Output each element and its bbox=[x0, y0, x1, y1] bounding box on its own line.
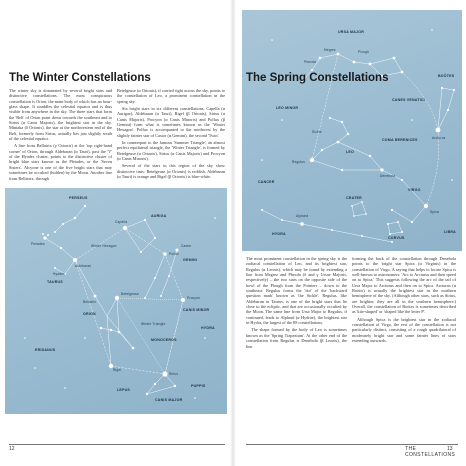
asterism-label: Winter Hexagon bbox=[91, 244, 117, 248]
page-heading: The Winter Constellations bbox=[9, 72, 151, 84]
constellation-label: HYDRA bbox=[201, 326, 215, 330]
constellation-label: LEPUS bbox=[117, 388, 130, 392]
star-label: Castor bbox=[181, 244, 192, 248]
constellation-label: CANIS MAJOR bbox=[155, 398, 183, 402]
star-label: Rigel bbox=[113, 368, 122, 372]
constellation-label: ERIDANUS bbox=[35, 348, 56, 352]
paragraph: Betelgeuse (α Orionis), if carried right across the sky, points to the constellation of Leo, a prominent constellation in the spring sky. bbox=[117, 88, 225, 104]
constellation-label: CANIS MINOR bbox=[183, 308, 210, 312]
text-column bbox=[352, 256, 456, 346]
constellation-lines bbox=[242, 10, 462, 251]
page-number: 12 bbox=[9, 446, 15, 452]
paragraph: The shape formed by the body of Leo is sometimes known as the 'Spring Trapezium'. At the other end of the constellation from Regulus is Denebola (β Leonis), the line bbox=[246, 327, 347, 349]
text-column bbox=[246, 256, 347, 351]
cluster-label: Hyades bbox=[53, 272, 66, 276]
text-column bbox=[9, 88, 112, 183]
star-label: Betelgeuse bbox=[121, 292, 139, 296]
paragraph: In counterpart to the famous 'Summer Triangle', an almost perfect equilateral triangle, the 'Winter Triangle', is formed by Betelgeuse (α Orionis), Sirius (α Canis Majoris) and Procyon (α Canis Minoris). bbox=[117, 140, 225, 162]
paragraph: Although Spica is the brightest star in the zodiacal constellation of Virgo, the rest of the constellation is not particularly distinct, consisting of a rough quadrilateral of moderately bright star and some fainter lines of stars extending outwards. bbox=[352, 316, 456, 344]
star-label: Bellatrix bbox=[83, 300, 97, 304]
constellation-label: HYDRA bbox=[272, 232, 286, 236]
text-column bbox=[117, 88, 225, 182]
paragraph: A line from Bellatrix (γ Orionis) at the 'top right-hand corner' of Orion, through Aldebaran (α Tauri), past the 'V' of the Hyades cluster, points to the distinctive cluster of bright blue stars known as the Pleiades, or the 'Seven Sisters'. Alcyone is one of the five bright stars that may sometimes be occulted (hidden) by the Moon. Another line from Bellatrix, through bbox=[9, 143, 112, 181]
star-label: Pollux bbox=[169, 252, 179, 256]
star-label: Phecda bbox=[304, 60, 317, 64]
star-label: Spica bbox=[430, 210, 439, 214]
right-page bbox=[233, 0, 466, 466]
star-label: Megrez bbox=[324, 48, 336, 52]
constellation-label: PERSEUS bbox=[69, 196, 88, 200]
asterism-label: Winter Triangle bbox=[141, 322, 166, 326]
paragraph: The winter sky is dominated by several bright stars and distinctive constellations. The most conspicuous constellation is Orion, the main body of which has an hour-glass shape. It straddles the celestial equator and is thus visible from anywhere in the sky. The three stars that form the 'Belt' of Orion point down towards the southeast and to Sirius (α Canis Majoris), the brightest star in the sky. Mintaka (δ Orionis), the star at the northwestern end of the Belt, formerly from Sirius, actually lies just slightly south of the celestial equator. bbox=[9, 88, 112, 142]
constellation-label: COMA BERENICES bbox=[382, 138, 418, 142]
asterism-label: Sickle bbox=[312, 130, 322, 134]
running-footer: THE CONSTELLATIONS bbox=[405, 446, 456, 458]
constellation-label: VIRGO bbox=[408, 188, 421, 192]
constellation-label: LEO MINOR bbox=[276, 106, 299, 110]
constellation-label: AURIGA bbox=[151, 214, 167, 218]
cluster-label: Pleiades bbox=[31, 242, 45, 246]
constellation-label: PUPPIS bbox=[191, 384, 206, 388]
star-label: Denebola bbox=[380, 174, 396, 178]
star-label: Regulus bbox=[292, 160, 306, 164]
page-number: 13 bbox=[447, 446, 453, 452]
constellation-label: CORVUS bbox=[388, 236, 405, 240]
constellation-label: MONOCEROS bbox=[151, 338, 177, 342]
star-label: Aldebaran bbox=[75, 264, 92, 268]
page-heading: The Spring Constellations bbox=[246, 72, 389, 84]
paragraph: The most prominent constellation in the spring sky is the zodiacal constellation of Leo, and its brightest star, Regulus (α Leonis), which may be found by extending a line from Megrez and Phecda (δ and γ Ursae Majoris, respectively) – the two stars on the opposite side of the bowl of the Plough from the Pointers – down to the southeast. Regulus forms the 'dot' of the 'backward question mark' known as 'the Sickle'. Regulus, like Aldebaran in Taurus, is one of the bright stars that lie close to the ecliptic, and that are occasionally occulted by the Moon. The same line from Ursa Major to Regulus, if continued, leads to Alphard (α Hydrae), the brightest star in Hydra, the largest of the 88 constellations. bbox=[246, 256, 347, 326]
constellation-label: CRATER bbox=[346, 196, 362, 200]
constellation-label: LIBRA bbox=[444, 230, 456, 234]
constellation-label: CANES VENATICI bbox=[392, 98, 425, 102]
star-label: Alphard bbox=[296, 214, 309, 218]
constellation-label: LEO bbox=[346, 150, 354, 154]
star-label: Procyon bbox=[187, 296, 201, 300]
constellation-label: ORION bbox=[83, 312, 96, 316]
footer-rule bbox=[9, 444, 225, 445]
footer-rule bbox=[246, 444, 458, 445]
winter-star-chart bbox=[5, 188, 227, 414]
constellation-label: BOÖTES bbox=[438, 74, 455, 78]
paragraph: Several of the stars in this region of the sky show distinctive tints: Betelgeuse (α Orionis) is reddish, Aldebaran (α Tauri) is orange and Rigel (β Orionis) is blue-white. bbox=[117, 163, 225, 180]
paragraph: Six bright stars in six different constellations, Capella (α Aurigae), Aldebaran (α Tauri), Rigel (β Orionis), Sirius (α Canis Majoris), Procyon (α Canis Minoris) and Pollux (β Gemini) form what is sometimes known as the 'Winter Hexagon'. Pollux is accompanied to the northwest by the slightly fainter star of Castor (α Gemini), the second 'Twin'. bbox=[117, 106, 225, 138]
star-label: Capella bbox=[115, 220, 128, 224]
star-label: Sirius bbox=[169, 372, 179, 376]
constellation-label: URSA MAJOR bbox=[338, 30, 365, 34]
constellation-label: CANCER bbox=[258, 180, 275, 184]
spring-star-chart bbox=[242, 10, 462, 251]
constellation-label: GEMINI bbox=[183, 258, 197, 262]
star-label: Arcturus bbox=[432, 136, 446, 140]
asterism-label: Plough bbox=[358, 50, 370, 54]
paragraph: forming the back of the constellation through Denebola points to the bright star Spica (α Virginis) in the constellation of Virgo. A saying that helps to locate Spica is well-known to astronomers: 'Arc to Arcturus and then speed on to Spica.' This suggests following the arc of the tail of Ursa Major to Arcturus and then on to Spica. Arcturus (α Boötis) is actually the brightest star in the northern hemisphere of the sky. (Although other stars, such as Sirius, are brighter, they are all in the southern hemisphere.) Overall, the constellation of Boötes is sometimes described as 'kite-shaped' or 'shaped like the letter P'. bbox=[352, 256, 456, 315]
constellation-label: TAURUS bbox=[47, 280, 63, 284]
